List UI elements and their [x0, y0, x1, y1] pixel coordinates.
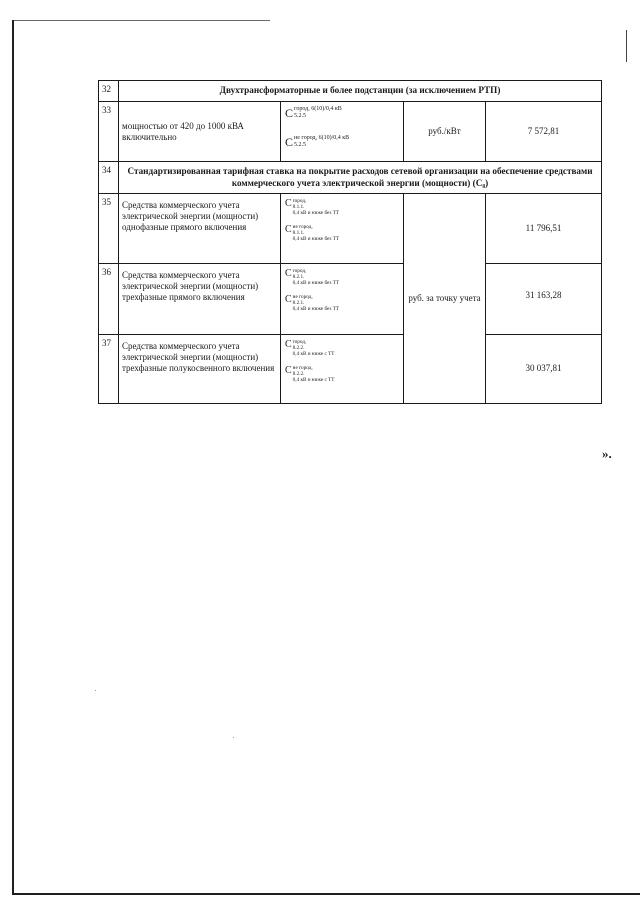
- row-name: Средства коммерческого учета электрической энергии (мощности) трехфазные прямого включения: [119, 264, 281, 335]
- rate-symbol: Cне город, 6(10)/0,4 кВ 5.2.5: [285, 134, 350, 149]
- scan-edge-bottom: [12, 893, 640, 895]
- closing-quote-mark: ».: [602, 446, 612, 461]
- row-number: 32: [99, 81, 119, 102]
- rate-symbols: [281, 102, 404, 162]
- row-name: мощностью от 420 до 1000 кВА включительно: [119, 102, 281, 162]
- section-header: Двухтрансформаторные и более подстанции (за исключением РТП): [119, 81, 602, 102]
- scan-speck: [95, 690, 96, 691]
- scan-edge-right: [626, 30, 627, 62]
- value-cell: 30 037,81: [486, 335, 602, 404]
- row-number: 33: [99, 102, 119, 162]
- rate-symbols: [281, 264, 404, 335]
- rate-symbol: Cгород, 8.2.2. 0,4 кВ и ниже с ТТ: [285, 339, 335, 357]
- row-number: 35: [99, 194, 119, 264]
- rate-symbol: Cгород, 8.2.1. 0,4 кВ и ниже без ТТ: [285, 268, 340, 286]
- scan-edge-left: [12, 20, 14, 895]
- rate-symbols: [281, 194, 404, 264]
- scan-speck: [233, 737, 234, 738]
- row-number: 37: [99, 335, 119, 404]
- value-cell: 7 572,81: [486, 102, 602, 162]
- table-row: [99, 81, 602, 102]
- row-number: 36: [99, 264, 119, 335]
- table-row: [99, 335, 602, 404]
- shared-unit-cell: руб. за точку учета: [404, 194, 486, 404]
- rate-symbol: Cгород, 6(10)/0,4 кВ 5.2.5: [285, 106, 342, 120]
- rate-symbol: Cне город, 8.2.2. 0,4 кВ и ниже с ТТ: [285, 365, 335, 383]
- scan-edge-top: [12, 20, 270, 21]
- tariff-table: [98, 80, 602, 404]
- table-row: [99, 102, 602, 162]
- rate-symbol: Cне город, 8.1.1. 0,4 кВ и ниже без ТТ: [285, 224, 340, 242]
- unit-cell: руб./кВт: [404, 102, 486, 162]
- row-name: Средства коммерческого учета электрической энергии (мощности) однофазные прямого включения: [119, 194, 281, 264]
- rate-symbol: Cгород, 8.1.1. 0,4 кВ и ниже без ТТ: [285, 198, 340, 216]
- value-cell: 11 796,51: [486, 194, 602, 264]
- section-header: Стандартизированная тарифная ставка на покрытие расходов сетевой организации на обеспечение средствами коммерческого учета электрической энергии (мощности) (С₈): [119, 162, 602, 194]
- table-row: [99, 264, 602, 335]
- rate-symbols: [281, 335, 404, 404]
- row-name: Средства коммерческого учета электрической энергии (мощности) трехфазные полукосвенного включения: [119, 335, 281, 404]
- value-cell: 31 163,28: [486, 264, 602, 335]
- rate-symbol: Cне город, 8.2.1. 0,4 кВ и ниже без ТТ: [285, 294, 340, 312]
- row-number: 34: [99, 162, 119, 194]
- table-row: [99, 194, 602, 264]
- table-row: [99, 162, 602, 194]
